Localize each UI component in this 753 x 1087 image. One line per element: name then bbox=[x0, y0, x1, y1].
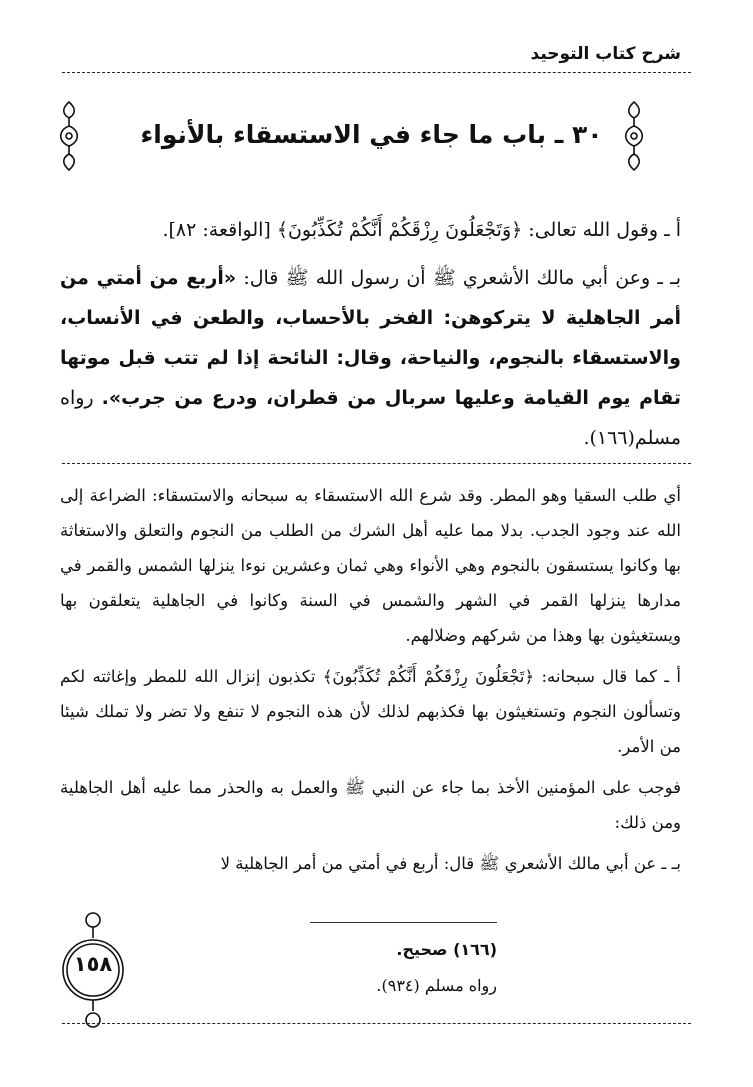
section-rule bbox=[62, 463, 691, 464]
left-ornament-icon bbox=[56, 100, 82, 172]
hadith-source: رواه مسلم(١٦٦). bbox=[60, 387, 681, 449]
commentary-paragraph: فوجب على المؤمنين الأخذ بما جاء عن النبي ﷺ والعمل به والحذر مما عليه أهل الجاهلية ومن ذلك: bbox=[60, 778, 681, 832]
hadith-intro: بـ ـ وعن أبي مالك الأشعري ﷺ أن رسول الله ﷺ قال: bbox=[243, 267, 681, 289]
hadith-paragraph bbox=[60, 258, 681, 458]
commentary-paragraph: أ ـ كما قال سبحانه: ﴿تَجْعَلُونَ رِزْقَكُمْ أَنَّكُمْ تُكَذِّبُونَ﴾ تكذبون إنزال الله للمطر وإغاثته لكم وتسألون النجوم وتستغيثون بها فكذبهم لذلك لأن هذه النجوم لا تنفع ولا تضر ولا تملك شيئا من الأمر. bbox=[60, 667, 681, 756]
footnote-reference: رواه مسلم (٩٣٤). bbox=[376, 976, 497, 995]
footnote-rule bbox=[310, 922, 497, 923]
footnotes bbox=[310, 932, 497, 1004]
hadith-text: «أربع من أمتي من أمر الجاهلية لا يتركوهن: الفخر بالأحساب، والطعن في الأنساب، والاستسقاء بالنجوم، والنياحة، وقال: النائحة إذا لم تتب قبل موتها تقام يوم القيامة وعليها سربال من قطران، ودرع من جرب». bbox=[60, 267, 682, 409]
main-text bbox=[60, 210, 681, 466]
header-rule bbox=[62, 72, 691, 73]
right-ornament-icon bbox=[621, 100, 647, 172]
footer-rule bbox=[62, 1023, 691, 1024]
chapter-title: ٣٠ ـ باب ما جاء في الاستسقاء بالأنواء bbox=[140, 120, 603, 149]
commentary bbox=[60, 478, 681, 887]
commentary-paragraph: بـ ـ عن أبي مالك الأشعري ﷺ قال: أربع في أمتي من أمر الجاهلية لا bbox=[220, 854, 681, 873]
verse-paragraph: أ ـ وقول الله تعالى: ﴿وَتَجْعَلُونَ رِزْقَكُمْ أَنَّكُمْ تُكَذِّبُونَ﴾ [الواقعة: ٨٢]. bbox=[162, 219, 681, 241]
footnote-grade: (١٦٦) صحيح. bbox=[396, 940, 497, 959]
running-title: شرح كتاب التوحيد bbox=[530, 44, 681, 64]
page-number: ١٥٨ bbox=[73, 952, 113, 976]
commentary-paragraph: أي طلب السقيا وهو المطر. وقد شرع الله الاستسقاء به سبحانه والاستسقاء: الضراعة إلى الله عند وجود الجدب. بدلا مما عليه أهل الشرك من الطلب من النجوم والتعلق والاستغاثة بها وكانوا يستسقون بالنجوم وهي الأنواء وهي ثمان وعشرين نوءا ينزلها الشمس والقمر في مدارها ينزلها القمر في الشهر والشمس في السنة وكانوا في الجاهلية يتعلقون بها ويستغيثون بها وهذا من شركهم وضلالهم. bbox=[60, 486, 681, 645]
